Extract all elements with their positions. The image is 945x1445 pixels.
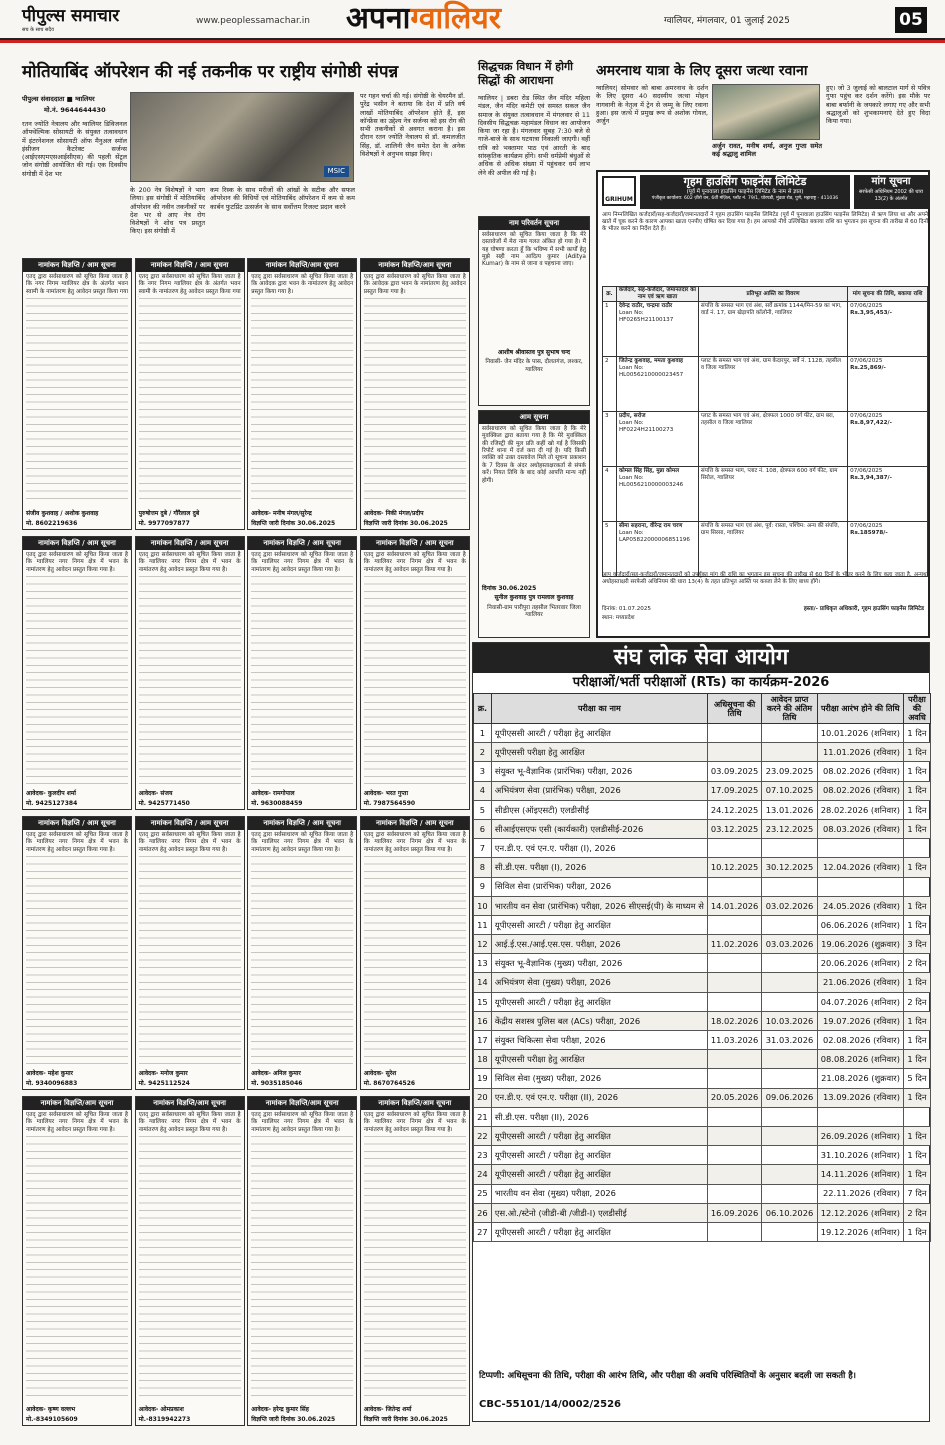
upsc-row: 24 यूपीएससी आरटी / परीक्षा हेतु आरक्षित 14.11.2026 (शनिवार) 1 दिन [474, 1165, 931, 1184]
notice-contact: मो. 9340096883 [26, 1079, 78, 1087]
name-transfer-notice [247, 816, 357, 1090]
notice-fine-print [139, 853, 241, 1065]
notice-body: एतद् द्वारा सर्वसाधारण को सूचित किया जाता है कि ग्वालियर नगर निगम क्षेत्र में भवन के नामांतरण हेतु आवेदन प्रस्तुत किया गया है। [138, 1111, 241, 1133]
newspaper-logo: पीपुल्स समाचार सच के साथ सदैव [22, 6, 120, 34]
notice-applicant: पुरुषोत्तम दुबे / गौरैलाल दुबे [138, 509, 200, 517]
lead-headline: मोतियाबिंद ऑपरेशन की नई तकनीक पर राष्ट्रीय संगोष्ठी संपन्न [22, 62, 399, 82]
notice-title: नामांकन विज्ञप्ति/आम सूचना [23, 1097, 131, 1110]
notice-fine-print [364, 1133, 466, 1401]
notice-body: एतद् द्वारा सर्वसाधारण को सूचित किया जाता है कि आवेदक द्वारा भवन के नामांतरण हेतु आवेदन प्रस्तुत किया गया है। [363, 273, 466, 295]
notice-applicant: आवेदक- रामगोपाल [251, 789, 295, 797]
notice-contact: विज्ञप्ति जारी दिनांक 30.06.2025 [363, 519, 448, 527]
notice-title: नामांकन विज्ञप्ति / आम सूचना [361, 537, 469, 550]
name-transfer-notice [135, 816, 245, 1090]
notice-body: एतद् द्वारा सर्वसाधारण को सूचित किया जाता है कि ग्वालियर नगर निगम क्षेत्र में भवन के नामांतरण हेतु आवेदन प्रस्तुत किया गया है। [138, 551, 241, 573]
grihum-signature: हस्ता/- प्राधिकृत अधिकारी, गृहम हाउसिंग फाइनेंस लिमिटेड [803, 606, 924, 612]
upsc-row: 12 आई.ई.एस./आई.एस.एस. परीक्षा, 2026 11.02.2026 03.03.2026 19.06.2026 (शुक्रवार) 3 दिन [474, 935, 931, 954]
notice-contact: मो. 8670764526 [363, 1079, 416, 1087]
page-number: 05 [895, 7, 927, 33]
notice-contact: विज्ञप्ति जारी दिनांक 30.06.2025 [251, 1415, 336, 1423]
upsc-row: 3 संयुक्त भू-वैज्ञानिक (प्रारंभिक) परीक्षा, 2026 03.09.2025 23.09.2025 08.02.2026 (रविवार) 1 दिन [474, 762, 931, 781]
upsc-row: 26 एस.ओ./स्टेनो (जीडी-बी /जीडी-I) एलडीसीई 16.09.2026 06.10.2026 12.12.2026 (शनिवार) 2 दिन [474, 1203, 931, 1222]
notice-body: एतद् द्वारा सर्वसाधारण को सूचित किया जाता है कि ग्वालियर नगर निगम क्षेत्र में भवन के नामांतरण हेतु आवेदन प्रस्तुत किया गया है। [26, 551, 128, 573]
upsc-row: 1 यूपीएससी आरटी / परीक्षा हेतु आरक्षित 10.01.2026 (शनिवार) 1 दिन [474, 724, 931, 743]
notice-body: एतद् द्वारा सर्वसाधारण को सूचित किया जाता है कि ग्वालियर नगर निगम क्षेत्र में भवन के नामांतरण हेतु आवेदन प्रस्तुत किया गया है। [26, 1111, 128, 1133]
notice-body: एतद् द्वारा सर्वसाधारण को सूचित किया जाता है कि नगर निगम ग्वालियर क्षेत्र के अंतर्गत भवन स्वामी के नामांतरण हेतु आवेदन प्रस्तुत किया गया [26, 273, 128, 295]
lead-col-4: पर गहन चर्चा की गई। संगोष्ठी के चेयरमैन डॉ. पुरेंद्र भसीन ने बताया कि देश में प्रति वर्ष लाखों मोतियाबिंद ऑपरेशन होते हैं, इस कॉन्फ्रेंस का उद्देश्य नेत्र सर्जन्स को इस रोग की सभी तकनीकों से अवगत कराना है। इस दौरान रतन ज्योति नेत्रालय से डॉ. कमलजीत सिंह, डॉ. शालिनी जैन समेत देश के अनेक विशेषज्ञों ने अनुभव साझा किए। [360, 92, 465, 159]
siddhachakra-body: ग्वालियर | डबरा रोड स्थित जैन मंदिर महिला मंडल, जैन मंदिर कमेटी एवं समस्त सकल जैन समाज के संयुक्त तत्वावधान में मंगलवार से 11 दिवसीय सिद्धचक्र महामंडल विधान का आयोजन किया जा रहा है। मंगलवार सुबह 7:30 बजे से गाजे-बाजे के साथ घटयात्रा निकाली जाएगी। वहीं रात्रि को भक्तामर पाठ एवं आरती के बाद सांस्कृतिक कार्यक्रम होंगे। सभी धर्मप्रेमी बंधुओं से अधिक से अधिक संख्या में पहुंचकर धर्म लाभ लेने की अपील की गई है। [478, 94, 590, 177]
notice-fine-print [251, 573, 353, 785]
upsc-row: 18 यूपीएससी परीक्षा हेतु आरक्षित 08.08.2026 (शनिवार) 1 दिन [474, 1050, 931, 1069]
notice-title: नामांकन विज्ञप्ति / आम सूचना [23, 537, 131, 550]
notice-applicant: आवेदक- संजय [138, 789, 173, 797]
upsc-row: 15 यूपीएससी आरटी / परीक्षा हेतु आरक्षित 04.07.2026 (शनिवार) 2 दिन [474, 992, 931, 1011]
upsc-row: 2 यूपीएससी परीक्षा हेतु आरक्षित 11.01.2026 (रविवार) 1 दिन [474, 743, 931, 762]
notice-contact: मो. 9425127384 [26, 799, 78, 807]
notice-contact: मो. 9425771450 [138, 799, 190, 807]
notice-contact: मो. 9425112524 [138, 1079, 190, 1087]
amarnath-photo [712, 84, 820, 140]
notice-body: एतद् द्वारा सर्वसाधारण को सूचित किया जाता है कि ग्वालियर नगर निगम क्षेत्र में भवन के नामांतरण हेतु आवेदन प्रस्तुत किया गया है। [138, 831, 241, 853]
notice-applicant: संजीव कुशवाह / अशोक कुशवाह [26, 509, 99, 517]
upsc-subtitle: परीक्षाओं/भर्ती परीक्षाओं (RTs) का कार्यक्रम-2026 [572, 675, 830, 690]
upsc-row: 22 यूपीएससी आरटी / परीक्षा हेतु आरक्षित 26.09.2026 (शनिवार) 1 दिन [474, 1126, 931, 1145]
upsc-row: 27 यूपीएससी आरटी / परीक्षा हेतु आरक्षित 19.12.2026 (शनिवार) 1 दिन [474, 1222, 931, 1241]
upsc-row: 25 भारतीय वन सेवा (मुख्य) परीक्षा, 2026 22.11.2026 (रविवार) 7 दिन [474, 1184, 931, 1203]
amarnath-headline: अमरनाथ यात्रा के लिए दूसरा जत्था रवाना [596, 63, 808, 79]
upsc-row: 5 सीडीएस (ऑइएसटी) एलडीसीई 24.12.2025 13.01.2026 28.02.2026 (शनिवार) 1 दिन [474, 800, 931, 819]
notice-fine-print [364, 573, 466, 785]
notice-fine-print [139, 295, 241, 505]
website: www.peoplessamachar.in [196, 16, 310, 26]
notice-contact: मो. 9035185046 [251, 1079, 303, 1087]
grihum-row: 3 प्रदीप, सरोज Loan No: HF0224H21100273 प्लाट के समस्त भाग एवं अंश, क्षेत्रफल 1000 वर्ग फीट, ग्राम बरा, तहसील व जिला ग्वालियर 07/06/2025 Rs.8,97,422/- [603, 412, 928, 467]
upsc-row: 8 सी.डी.एस. परीक्षा (I), 2026 10.12.2025 30.12.2025 12.04.2026 (रविवार) 1 दिन [474, 858, 931, 877]
notice-fine-print [26, 853, 128, 1065]
grihum-row: 2 जितेन्द्र कुशवाह, ममता कुशवाह Loan No: HL0056210000023457 प्लाट के समस्त भाग एवं अंश, ग्राम केदारपुर, सर्वे नं. 1128, तहसील व जिला ग्वालियर 07/06/2025 Rs.25,869/- [603, 357, 928, 412]
name-transfer-notice [22, 258, 132, 530]
name-transfer-notice [135, 536, 245, 810]
name-transfer-notice [247, 258, 357, 530]
lead-col-1: रतन ज्योति नेत्रालय और ग्वालियर डिविजनल ऑफ्थेल्मिक सोसायटी के संयुक्त तत्वावधान में इंटरनेशनल सोसायटी ऑफ मैनुअल स्मॉल इंसीजन कैटरेक्ट सर्जन्स (आईएसएमएसआईसीएस) की पहली सेंट्रल जोन संगोष्ठी आयोजित की गई। एक दिवसीय संगोष्ठी में देश भर [22, 120, 127, 178]
upsc-row: 9 सिविल सेवा (प्रारंभिक) परीक्षा, 2026 [474, 877, 931, 896]
name-transfer-notice [360, 258, 470, 530]
notice-title: नामांकन विज्ञप्ति / आम सूचना [23, 259, 131, 272]
grihum-place: स्थान: मध्यप्रदेश [602, 615, 635, 621]
notice-fine-print [364, 295, 466, 505]
upsc-row: 10 भारतीय वन सेवा (प्रारंभिक) परीक्षा, 2026 सीएसई(पी) के माध्यम से 14.01.2026 03.02.2026 24.05.2026 (रविवार) 1 दिन [474, 896, 931, 915]
notice-title: नामांकन विज्ञप्ति/आम सूचना [248, 1097, 356, 1110]
notice-body: एतद् द्वारा सर्वसाधारण को सूचित किया जाता है कि ग्वालियर नगर निगम क्षेत्र में भवन के नामांतरण हेतु आवेदन प्रस्तुत किया गया है। [26, 831, 128, 853]
dateline: ग्वालियर, मंगलवार, 01 जुलाई 2025 [664, 16, 790, 26]
notice-body: एतद् द्वारा सर्वसाधारण को सूचित किया जाता है कि ग्वालियर नगर निगम क्षेत्र में भवन के नामांतरण हेतु आवेदन प्रस्तुत किया गया है। [363, 551, 466, 573]
notice-fine-print [251, 1133, 353, 1401]
upsc-row: 6 सीआईएसएफ एसी (कार्यकारी) एलडीसीई-2026 03.12.2025 23.12.2025 08.03.2026 (रविवार) 1 दिन [474, 819, 931, 838]
notice-contact: मो. 9977097877 [138, 519, 190, 527]
notice-body: एतद् द्वारा सर्वसाधारण को सूचित किया जाता है कि ग्वालियर नगर निगम क्षेत्र में भवन के नामांतरण हेतु आवेदन प्रस्तुत किया गया है। [363, 831, 466, 853]
header-rule [0, 40, 945, 43]
grihum-footer: आप कर्जदारों/सह-कर्जदारों/जमानतदारों को उपर्युक्त मांग की राशि का भुगतान इस सूचना की तारीख से 60 दिनों के भीतर करने के लिए कहा जाता है, अन्यथा अधोहस्ताक्षरी सरफेसी अधिनियम की धारा 13(4) के तहत प्रतिभूत आस्ति पर कब्जा लेने के लिए बाध्य होंगे। [602, 572, 928, 585]
notice-body: एतद् द्वारा सर्वसाधारण को सूचित किया जाता है कि ग्वालियर नगर निगम क्षेत्र में भवन के नामांतरण हेतु आवेदन प्रस्तुत किया गया है। [251, 551, 354, 573]
notice-body: एतद् द्वारा सर्वसाधारण को सूचित किया जाता है कि ग्वालियर नगर निगम क्षेत्र में भवन के नामांतरण हेतु आवेदन प्रस्तुत किया गया है। [363, 1111, 466, 1133]
grihum-row: 4 कोमल सिंह सिंह, मुन्ना कोमल Loan No: HL0056210000003246 संपत्ति के समस्त भाग, प्लाट नं. 108, क्षेत्रफल 600 वर्ग फीट, ग्राम सिरोल, ग्वालियर 07/06/2025 Rs.3,94,387/- [603, 467, 928, 522]
notice-applicant: आवेदक- कृष्ण वल्लभ [26, 1405, 76, 1413]
name-transfer-notice [360, 816, 470, 1090]
notice-contact: विज्ञप्ति जारी दिनांक 30.06.2025 [363, 1415, 448, 1423]
notice-title: नामांकन विज्ञप्ति / आम सूचना [23, 817, 131, 830]
notice-body: एतद् द्वारा सर्वसाधारण को सूचित किया जाता है कि ग्वालियर नगर निगम क्षेत्र में भवन के नामांतरण हेतु आवेदन प्रस्तुत किया गया है। [251, 831, 354, 853]
notice-applicant: आवेदक- कुलदीप शर्मा [26, 789, 76, 797]
name-transfer-notice [22, 816, 132, 1090]
notice-applicant: आवेदक- सुरेश [363, 1069, 397, 1077]
name-transfer-notice [247, 536, 357, 810]
notice-grid [22, 258, 470, 1428]
notice-title: नामांकन विज्ञप्ति/आम सूचना [136, 1097, 244, 1110]
amarnath-caption: अर्जुन रावत, मनीष शर्मा, अनुज गुप्ता समेत कई श्रद्धालु शामिल [712, 142, 822, 159]
section-title: अपनाग्वालियर [346, 1, 502, 36]
notice-applicant: आवेदक- मनीष मंगल/सुरेन्द्र [251, 509, 312, 517]
amarnath-body-left: ग्वालियर| सोमवार को बाबा अमरनाथ के दर्शन के लिए दूसरा 40 सदस्यीय जत्था मोहन नागवानी के नेतृत्व में ट्रेन से जम्मू के लिए रवाना हुआ। इस जत्थे में प्रमुख रूप से अशोक गोयल, अर्जुन [596, 84, 708, 126]
notice-applicant: आवेदक- भरत गुप्ता [363, 789, 409, 797]
lead-contact: मो.नं. 9644644430 [44, 106, 106, 114]
upsc-row: 17 संयुक्त चिकित्सा सेवा परीक्षा, 2026 11.03.2026 31.03.2026 02.08.2026 (रविवार) 1 दिन [474, 1031, 931, 1050]
public-notice: आम सूचना सर्वसाधारण को सूचित किया जाता है कि मेरे मुवक्किल द्वारा बताया गया है कि मेरे मुवक्किल की रजिस्ट्री की मूल प्रति कहीं खो गई है जिसकी रिपोर्ट थाना में दर्ज करा दी गई है। यदि किसी व्यक्ति को उक्त दस्तावेज मिले तो सूचना प्रकाशन के 7 दिवस के अंदर अधोहस्ताक्षरकर्ता से संपर्क करें। नियत तिथि के बाद कोई आपत्ति मान्य नहीं होगी। दिनांक 30.06.2025 सुनील कुशवाह पुत्र रामलाल कुशवाह निवासी-ग्राम पारीपुरा तहसील भितरवार जिला ग्वालियर [478, 410, 590, 638]
upsc-row: 23 यूपीएससी आरटी / परीक्षा हेतु आरक्षित 31.10.2026 (शनिवार) 1 दिन [474, 1146, 931, 1165]
notice-contact: मो.-8319942273 [138, 1415, 191, 1423]
notice-title: नामांकन विज्ञप्ति / आम सूचना [361, 817, 469, 830]
grihum-demand-notice [596, 170, 930, 638]
notice-contact: मो. 9630088459 [251, 799, 303, 807]
upsc-title: संघ लोक सेवा आयोग [473, 643, 929, 673]
notice-contact: मो. 7987564590 [363, 799, 416, 807]
notice-contact: मो. 8602219636 [26, 519, 78, 527]
notice-fine-print [364, 853, 466, 1065]
name-transfer-notice [360, 536, 470, 810]
grihum-logo: GRIHUM [602, 176, 636, 206]
notice-title: नामांकन विज्ञप्ति / आम सूचना [136, 537, 244, 550]
notice-fine-print [26, 573, 128, 785]
grihum-title-block: गृहम हाउसिंग फाइनेंस लिमिटेड (पूर्व में पूनावाला हाउसिंग फाइनेंस लिमिटेड के नाम से ज्ञात) पंजीकृत कार्यालय: 602 ज़ीरो वन, 6वीं मंज़िल, प्लॉट नं. 79/1, घोरपडी, मुंढवा रोड, पुणे, महाराष्ट्र - 411036 [640, 175, 850, 209]
name-transfer-notice [135, 258, 245, 530]
upsc-row: 13 संयुक्त भू-वैज्ञानिक (मुख्य) परीक्षा, 2026 20.06.2026 (शनिवार) 2 दिन [474, 954, 931, 973]
notice-applicant: आवेदक- ओमप्रकाश [138, 1405, 184, 1413]
notice-title: नामांकन विज्ञप्ति / आम सूचना [136, 817, 244, 830]
notice-applicant: आवेदक- हरेन्द्र कुमार सिंह [251, 1405, 309, 1413]
upsc-row: 4 अभियंत्रण सेवा (प्रारंभिक) परीक्षा, 2026 17.09.2025 07.10.2025 08.02.2026 (रविवार) 1 दिन [474, 781, 931, 800]
notice-title: नामांकन विज्ञप्ति/आम सूचना [361, 1097, 469, 1110]
notice-fine-print [26, 295, 128, 505]
upsc-row: 7 एन.डी.ए. एवं एन.ए. परीक्षा (I), 2026 [474, 839, 931, 858]
upsc-row: 21 सी.डी.एस. परीक्षा (II), 2026 [474, 1107, 931, 1126]
notice-fine-print [251, 853, 353, 1065]
notice-contact: मो.-8349105609 [26, 1415, 78, 1423]
notice-applicant: आवेदक- महेश कुमार [26, 1069, 73, 1077]
upsc-ad [472, 642, 930, 1422]
notice-body: एतद् द्वारा सर्वसाधारण को सूचित किया जाता है कि ग्वालियर नगर निगम क्षेत्र में भवन के नामांतरण हेतु आवेदन प्रस्तुत किया गया है। [251, 1111, 354, 1133]
notice-title: नामांकन विज्ञप्ति/आम सूचना [361, 259, 469, 272]
upsc-row: 19 सिविल सेवा (मुख्य) परीक्षा, 2026 21.08.2026 (शुक्रवार) 5 दिन [474, 1069, 931, 1088]
upsc-note: टिप्पणी: अधिसूचना की तिथि, परीक्षा की आरंभ तिथि, और परीक्षा की अवधि परिस्थितियों के अनुसार बदली जा सकती है। [479, 1371, 857, 1381]
notice-applicant: आवेदक- जितेन्द्र शर्मा [363, 1405, 412, 1413]
notice-fine-print [139, 573, 241, 785]
grihum-intro: आप निम्नलिखित कर्जदारों/सह-कर्जदारों/जमानतदारों ने गृहम हाउसिंग फाइनेंस लिमिटेड (पूर्व में पूनावाला हाउसिंग फाइनेंस लिमिटेड) से ऋण लिया था और अपने खाते में चूक करने के कारण आपका खाता एनपीए घोषित कर दिया गया है। हम आपको नीचे उल्लिखित बकाया राशि का भुगतान इस सूचना की तारीख से 60 दिनों के भीतर करने का निर्देश देते हैं। [602, 212, 928, 232]
name-transfer-notice [22, 1096, 132, 1426]
amarnath-body-right: हुए। जो 3 जुलाई को बालटाल मार्ग से पवित्र गुफा पहुंच कर दर्शन करेंगे। इस मौके पर बाबा बर्फानी के जयकारे लगाए गए और सभी श्रद्धालुओं को शुभकामनाएं देते हुए विदा किया गया। [826, 84, 930, 126]
upsc-row: 16 केंद्रीय सशस्त्र पुलिस बल (ACs) परीक्षा, 2026 18.02.2026 10.03.2026 19.07.2026 (रविवार) 1 दिन [474, 1011, 931, 1030]
notice-fine-print [26, 1133, 128, 1401]
notice-contact: विज्ञप्ति जारी दिनांक 30.06.2025 [251, 519, 336, 527]
notice-title: नामांकन विज्ञप्ति / आम सूचना [248, 817, 356, 830]
notice-title: नामांकन विज्ञप्ति/आम सूचना [248, 259, 356, 272]
lead-photo: MSIC [130, 92, 354, 182]
notice-title: नामांकन विज्ञप्ति / आम सूचना [248, 537, 356, 550]
name-transfer-notice [135, 1096, 245, 1426]
lead-byline: पीपुल्स संवाददाता ■ ग्वालियर [22, 95, 95, 103]
grihum-row: 1 देवेन्द्र राठौर, चन्द्रमा राठौर Loan No: HF0265H21100137 संपत्ति के समस्त भाग एवं अंश, सर्वे क्रमांक 1144/मिन-59 का भाग, वार्ड नं. 17, ग्राम खेड़ापति कॉलोनी, ग्वालियर 07/06/2025 Rs.3,95,453/- [603, 302, 928, 357]
grihum-row: 5 सीमा सहराना, वीरेन्द्र राम चरण Loan No: LAP05822000006851196 संपत्ति के समस्त भाग एवं अंश, पूर्व: रास्ता, पश्चिम: अन्य की संपत्ति, ग्राम सिरसा, ग्वालियर 07/06/2025 Rs.185978/- [603, 522, 928, 577]
notice-applicant: आवेदक- अनिल कुमार [251, 1069, 301, 1077]
name-transfer-notice [360, 1096, 470, 1426]
notice-fine-print [251, 295, 353, 505]
siddhachakra-headline: सिद्धचक्र विधान में होगी सिद्धों की आराधना [478, 60, 573, 87]
notice-body: एतद् द्वारा सर्वसाधारण को सूचित किया जाता है कि नगर निगम ग्वालियर क्षेत्र के अंतर्गत भवन स्वामी के नामांतरण हेतु आवेदन प्रस्तुत किया गया [138, 273, 241, 295]
page-header [0, 0, 945, 40]
notice-fine-print [139, 1133, 241, 1401]
upsc-row: 11 यूपीएससी आरटी / परीक्षा हेतु आरक्षित 06.06.2026 (शनिवार) 1 दिन [474, 915, 931, 934]
upsc-schedule-table: क्र. परीक्षा का नाम अधिसूचना की तिथि आवेदन प्राप्त करने की अंतिम तिथि परीक्षा आरंभ होने की तिथि परीक्षा की अवधि 1 यूपीएससी आरटी / परीक्षा हेतु आरक्षित 10.01.2026 (शनिवार) 1 दिन 2 यूपीएससी परीक्षा हेतु आरक्षित 11.01.2026 (रविवार) 1 दिन 3 संयुक्त भू-वैज्ञानिक (प्रारंभिक) परीक्षा, 2026 03.09.2025 23.09.2025 08.02.2026 (रविवार) 1 दिन 4 अभियंत्रण सेवा (प्रारंभिक) परीक्षा, 2026 17.09.2025 07.10.2025 08.02.2026 (रविवार) 1 दिन 5 सीडीएस (ऑइएसटी) एलडीसीई 24.12.2025 13.01.2026 28.02.2026 (शनिवार) 1 दिन 6 सीआईएसएफ एसी (कार्यकारी) एलडीसीई-2026 03.12.2025 23.12.2025 08.03.2026 (रविवार) 1 दिन 7 एन.डी.ए. एवं एन.ए. परीक्षा (I), 2026 8 सी.डी.एस. परीक्षा (I), 2026 10.12.2025 30.12.2025 12.04.2026 (रविवार) 1 दिन 9 सिविल सेवा (प्रारंभिक) परीक्षा, 2026 10 भारतीय वन सेवा (प्रारंभिक) परीक्षा, 2026 सीएसई(पी) के माध्यम से 14.01.2026 03.02.2026 24.05.2026 (रविवार) 1 दिन 11 यूपीएससी आरटी / परीक्षा हेतु आरक्षित 06.06.2026 (शनिवार) 1 दिन 12 आई.ई.एस./आई.एस.एस. परीक्षा, 2026 11.02.2026 03.03.2026 19.06.2026 (शुक्रवार) 3 दिन 13 संयुक्त भू-वैज्ञानिक (मुख्य) परीक्षा, 2026 20.06.2026 (शनिवार) 2 दिन 14 अभियंत्रण सेवा (मुख्य) परीक्षा, 2026 21.06.2026 (रविवार) 1 दिन 15 यूपीएससी आरटी / परीक्षा हेतु आरक्षित 04.07.2026 (शनिवार) 2 दिन 16 केंद्रीय सशस्त्र पुलिस बल (ACs) परीक्षा, 2026 18.02.2026 10.03.2026 19.07.2026 (रविवार) 1 दिन 17 संयुक्त चिकित्सा सेवा परीक्षा, 2026 11.03.2026 31.03.2026 02.08.2026 (रविवार) 1 दिन 18 यूपीएससी परीक्षा हेतु आरक्षित 08.08.2026 (शनिवार) 1 दिन 19 सिविल सेवा (मुख्य) परीक्षा, 2026 21.08.2026 (शुक्रवार) 5 दिन 20 एन.डी.ए. एवं एन.ए. परीक्षा (II), 2026 20.05.2026 09.06.2026 13.09.2026 (रविवार) 1 दिन 21 सी.डी.एस. परीक्षा (II), 2026 22 यूपीएससी आरटी / परीक्षा हेतु आरक्षित 26.09.2026 (शनिवार) 1 दिन 23 यूपीएससी आरटी / परीक्षा हेतु आरक्षित 31.10.2026 (शनिवार) 1 दिन 24 यूपीएससी आरटी / परीक्षा हेतु आरक्षित 14.11.2026 (शनिवार) 1 दिन 25 भारतीय वन सेवा (मुख्य) परीक्षा, 2026 22.11.2026 (रविवार) 7 दिन 26 एस.ओ./स्टेनो (जीडी-बी /जीडी-I) एलडीसीई 16.09.2026 06.10.2026 12.12.2026 (शनिवार) 2 दिन 27 यूपीएससी आरटी / परीक्षा हेतु आरक्षित 19.12.2026 (शनिवार) 1 दिन [473, 693, 931, 1242]
grihum-table: क्र. कर्जदार, सह-कर्जदार, जमानतदार का नाम एवं ऋण खाता प्रतिभूत आस्ति का विवरण मांग सूचना की तिथि, बकाया राशि 1 देवेन्द्र राठौर, चन्द्रमा राठौर Loan No: HF0265H21100137 संपत्ति के समस्त भाग एवं अंश, सर्वे क्रमांक 1144/मिन-59 का भाग, वार्ड नं. 17, ग्राम खेड़ापति कॉलोनी, ग्वालियर 07/06/2025 Rs.3,95,453/- 2 जितेन्द्र कुशवाह, ममता कुशवाह Loan No: HL0056210000023457 प्लाट के समस्त भाग एवं अंश, ग्राम केदारपुर, सर्वे नं. 1128, तहसील व जिला ग्वालियर 07/06/2025 Rs.25,869/- 3 प्रदीप, सरोज Loan No: HF0224H21100273 प्लाट के समस्त भाग एवं अंश, क्षेत्रफल 1000 वर्ग फीट, ग्राम बरा, तहसील व जिला ग्वालियर 07/06/2025 Rs.8,97,422/- 4 कोमल सिंह सिंह, मुन्ना कोमल Loan No: HL0056210000003246 संपत्ति के समस्त भाग, प्लाट नं. 108, क्षेत्रफल 600 वर्ग फीट, ग्राम सिरोल, ग्वालियर 07/06/2025 Rs.3,94,387/- 5 सीमा सहराना, वीरेन्द्र राम चरण Loan No: LAP05822000006851196 संपत्ति के समस्त भाग एवं अंश, पूर्व: रास्ता, पश्चिम: अन्य की संपत्ति, ग्राम सिरसा, ग्वालियर 07/06/2025 Rs.185978/- [602, 286, 928, 577]
lead-col-3: कम रिस्क के साथ मरीजों की आंखों के सटीक और सफल ऑपरेशन की विधियों एवं मोतियाबिंद ऑपरेशन में कम से कम कार्बन फुटप्रिंट उत्सर्जन के साथ सर्वोत्तम रिजल्ट प्रदान करने [210, 186, 355, 211]
notice-body: एतद् द्वारा सर्वसाधारण को सूचित किया जाता है कि आवेदक द्वारा भवन के नामांतरण हेतु आवेदन प्रस्तुत किया गया है। [251, 273, 354, 295]
upsc-code: CBC-55101/14/0002/2526 [479, 1399, 622, 1410]
name-transfer-notice [22, 536, 132, 810]
name-transfer-notice [247, 1096, 357, 1426]
grihum-badge: मांग सूचना सरफेसी अधिनियम 2002 की धारा 13(2) के अंतर्गत [854, 175, 928, 209]
lead-col-2: के 200 नेत्र विशेषज्ञों ने भाग लिया। इस संगोष्ठी में मोतियाबिंद ऑपरेशन की नवीन तकनीकों पर देश भर से आए नेत्र रोग विशेषज्ञों ने शोध पत्र प्रस्तुत किए। इस संगोष्ठी में [130, 186, 205, 236]
notice-title: नामांकन विज्ञप्ति / आम सूचना [136, 259, 244, 272]
notice-applicant: आवेदक- मनोज कुमार [138, 1069, 188, 1077]
upsc-row: 14 अभियंत्रण सेवा (मुख्य) परीक्षा, 2026 21.06.2026 (रविवार) 1 दिन [474, 973, 931, 992]
name-change-notice: नाम परिवर्तन सूचना सर्वसाधारण को सूचित किया जाता है कि मेरे दस्तावेजों में मेरा नाम गलत अंकित हो गया है। मैं यह घोषणा करता हूँ कि भविष्य में सभी कार्यों हेतु मुझे सही नाम आदित्य कुमार (Aditya Kumar) के नाम से जाना व पहचाना जाए। आशीष श्रीवास्तव पुत्र सुभाष चन्द निवासी- जैन मंदिर के पास, दौलतगंज, लश्कर, ग्वालियर [478, 216, 590, 406]
notice-applicant: आवेदक- निकी मंगल/प्रदीप [363, 509, 424, 517]
upsc-row: 20 एन.डी.ए. एवं एन.ए. परीक्षा (II), 2026 20.05.2026 09.06.2026 13.09.2026 (रविवार) 1 दिन [474, 1088, 931, 1107]
grihum-date: दिनांक: 01.07.2025 [602, 606, 651, 612]
